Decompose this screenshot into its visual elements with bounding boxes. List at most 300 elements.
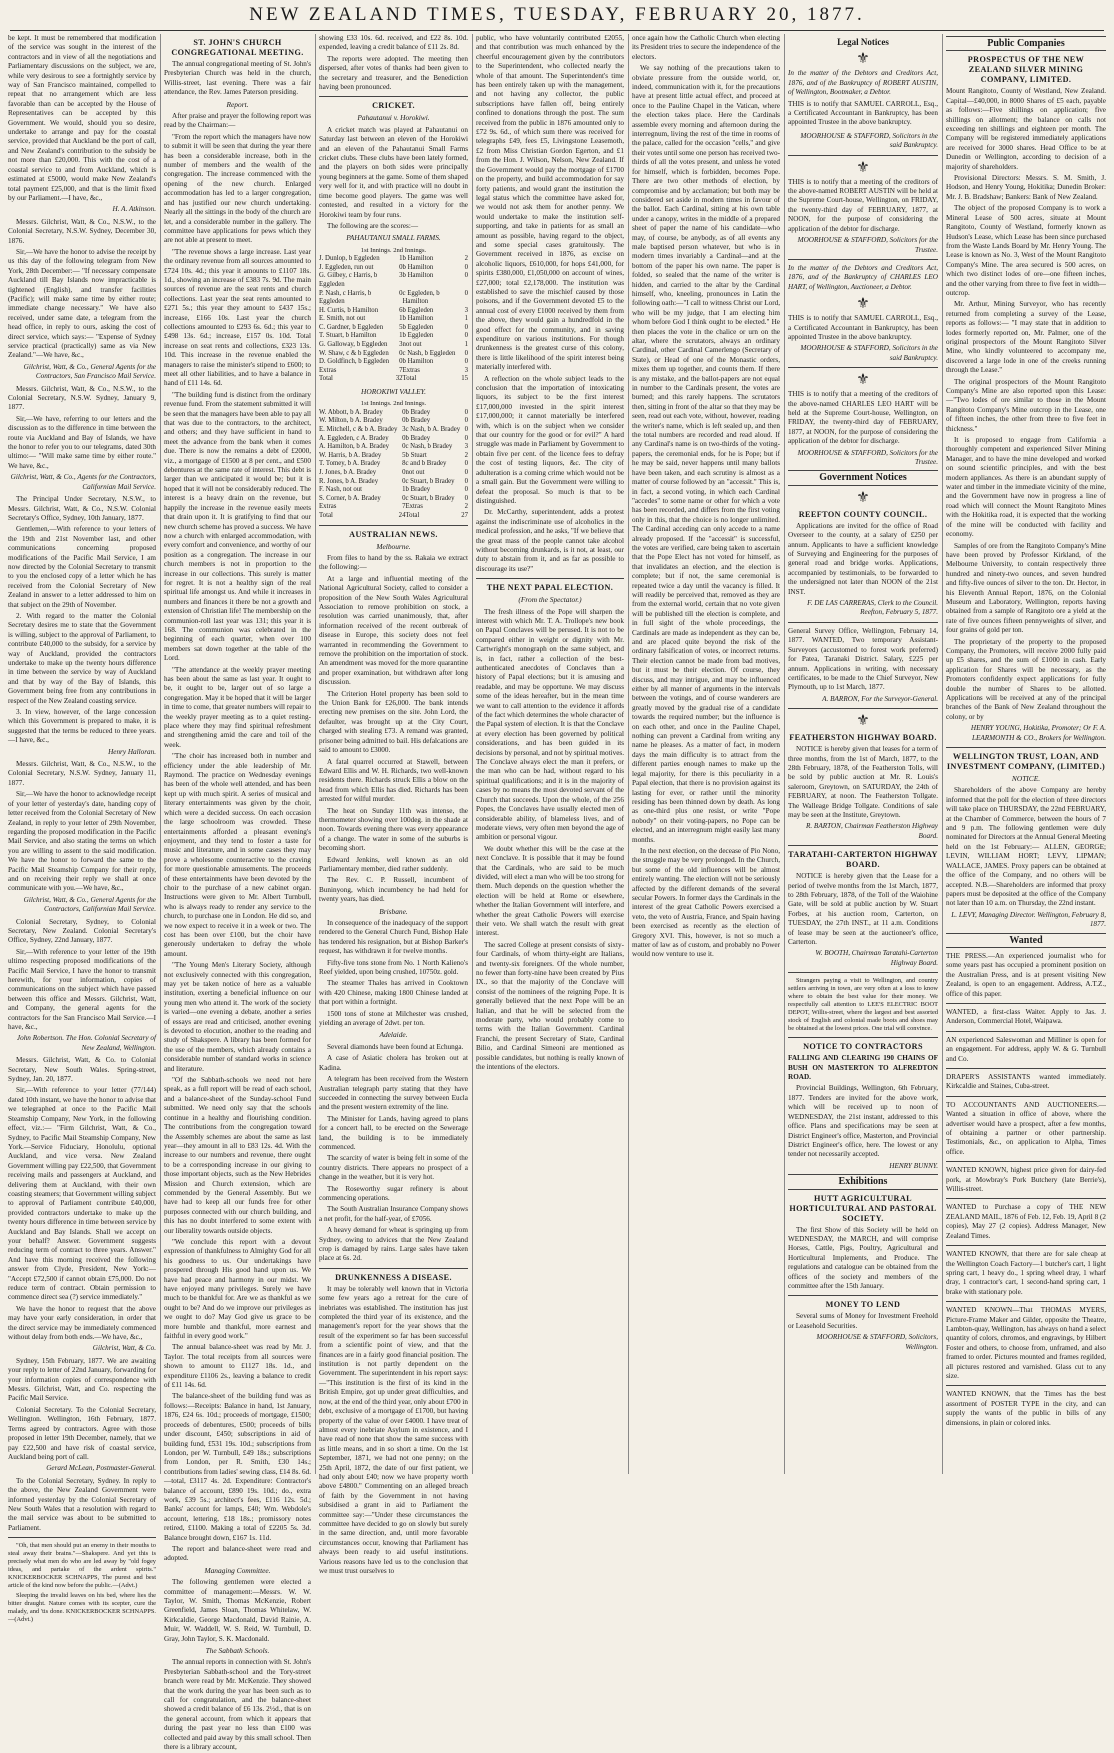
paragraph: The reports were adopted. The meeting then dispersed, after votes of thanks had been given to the secretary and treasurer, and the Benediction having been pronounced. <box>319 54 468 92</box>
article-headline: AUSTRALIAN NEWS. <box>349 529 438 539</box>
runs: 0 <box>402 469 406 476</box>
paragraph: The report and balance-sheet were read and adopted. <box>164 1544 311 1563</box>
notice-text: It is proposed to engage from California a thoroughly competent and experienced Silver Mining Manager, and to have the mine developed and worked on sound scientific principles, and with the best modern appliances. As there is an abundant supply of water and timber in the immediate vicinity of the mine, and the Government have now in progress a line of road which will connect the Mount Rangitoto Mines with the Hokitika road, it is expected that the working of the mine will be conducted with facility and economy. <box>946 436 1106 539</box>
scorecard-row <box>319 332 468 341</box>
paragraph: be kept. It must be remembered that modification of the service was sought in the interest of the contractors and in view of all the negotiations and Parliamentary discussions on the subject, we are, while very desirous to see a fortnightly service by way of San Francisco maintained, compelled to repeat that no arrangement which are less favorable than can be accepted by the House of Representatives can be accepted by this Government. We would, should you so desire, undertake to arrange and pay for the coastal service, provided that Auckland be the port of call, and New Zealand's contribution to the subsidy be not more than £20,000. This with the cost of a coastal service to and from Auckland, which is estimated at £5000, would make New Zealand's total payment £25,000, and that is the limit fixed by our Parliament.—I have, &c., <box>8 34 156 202</box>
notice-text: NOTICE is hereby given that leases for a term of three months, from the 1st of March, 1877, to the 28th February, 1878, of the Featherston Tolls, will be sold by public auction at Mr. R. Louis's saleroom, Greytown, on SATURDAY, the 24th of FEBRUARY, at noon. The Featherston Tollgate. The Walleage Bridge Tollgate. Conditions of sale may be seen at the Institute, Greytown. <box>788 745 938 819</box>
scorecard-row <box>319 452 468 461</box>
subheading: Brisbane. <box>379 906 408 916</box>
runs: 0 <box>402 477 406 485</box>
column-divider <box>942 34 943 1474</box>
signature: MOORHOUSE & STAFFORD, Solicitors in the said Bankruptcy. <box>800 344 938 362</box>
divider <box>319 1268 468 1269</box>
paragraph: Sir,—With reference to your letter (77/144) dated 10th instant, we have the honor to advise that we telegraphed at once to the Pacific Mail Steamship Company, New York, in the following effect, viz.:— "Firm Gilchrist, Watt, & Co., Sydney, to Pacific Mail Steamship Company, New York.—Service Fiduciary, Honolulu, optional Auckland, and vice versa. New Zealand Government willing pay £22,500, that Government receiving mails and passengers at Auckland, and delivering them at Auckland, with their own coasting steamers; that Government willing subject to approval of Parliament contribute £40,000, provided contractors undertake to make up the twenty hours difference in time between service by Auckland and Bay Islands. Shall we accept on your behalf? Answer. Government suggests reducing term of contract to three years. Answer." And have this morning received the following answer from Clyde, President, New York:— "Accept £72,500 if cannot obtain £75,000. Do not reduce term of contract. Obtain permission to commence direct sea (?) service immediately." <box>8 1086 156 1302</box>
runs: 1 <box>399 315 403 323</box>
classified-ad: WANTED KNOWN, highest price given for dairy-fed pork, at Mowbray's Pork Butchery (late Berrie's), Willis-street. <box>946 1166 1106 1194</box>
batsman-dismissal: J. Eggleden, run out <box>319 263 374 271</box>
notice-text: Provisional Directors: Messrs. S. M. Smith, J. Hodson, and Henry Young, Hokitika; Dunedin Broker: Mr. J. B. Bradshaw; Bankers: Bank of New Zealand. <box>946 174 1106 201</box>
runs: 0 <box>402 494 406 502</box>
batsman-dismissal: b Eggleden <box>402 306 434 314</box>
batsman-dismissal: Extras <box>319 503 337 511</box>
batsman-dismissal: b Hamilton <box>402 315 434 323</box>
batsman-dismissal: W. Shaw, c & b Eggleden <box>319 349 389 357</box>
subheading: NOTICE. <box>1011 774 1041 784</box>
subheading: Report. <box>226 99 249 109</box>
scorecard-row <box>319 409 468 418</box>
runs: 3 <box>464 306 468 314</box>
masthead-rule <box>10 30 1104 31</box>
paragraph: Colonial Secretary, Sydney, to Colonial Secretary, New Zealand. Colonial Secretary's Office, Sydney, 22nd January, 1877. <box>8 917 156 945</box>
runs: 0 <box>464 486 468 494</box>
paragraph: The balance-sheet of the building fund was as follows:—Receipts: Balance in hand, 1st January, 1876, £24 6s. 10d.; proceeds of mortgage, £1500; proceeds of debentures, £500; proceeds of bills under discount, £450; subscriptions in aid of building fund, £531 19s. 10d.; subscriptions from London, per W. Turnbull, £49 18s.; subscriptions from London, per R. Smith, £30 14s.; contributions from ladies' sewing class, £14 8s. 6d.—total, £3117 4s. 2d. Expenditure: Contractor's balance of account, £890 19s. 10d.; do., extra work, £39 5s.; architect's fees, £116 12s. 5d.; Banks' account for lamps, £40; Wm. Webdole's account, lettering, £18 18s.; promissory notes retired, £1100. Making a total of £2205 5s. 3d. Balance brought down, £167 1s. 11d. <box>164 1392 311 1542</box>
notice-text: Mr. Arthur, Mining Surveyor, who has recently returned from completing a survey of the Lease, reports as follows:— "I may state that in addition to lodes formerly reported on, Mr. Palmer, one of the original prospectors of the Mount Rangitoto Silver Mine, who kindly volunteered to accompany me, discovered a large lode in one of the creeks running through the Lease." <box>946 300 1106 375</box>
runs: 0 <box>399 349 403 357</box>
divider <box>946 747 1106 748</box>
scorecard-row <box>319 495 468 504</box>
divider <box>946 1385 1106 1386</box>
paragraph: "The building fund is distinct from the ordinary revenue fund. From the statement submitted it will be seen that the managers have been able to pay all that was due to the contractors, to the architect, and others; and they have sufficient in hand to meet the advance from the bank when it comes due. There is now the remains a debt of £2000, viz., a mortgage of £1500 at 8 per cent., and £500 debentures at the same rate of interest. This debt is larger than we anticipated it would be; but it is hoped that it will not be considerably reduced. The interest is a heavy drain on the revenue, but happily the increase in the revenue easily meets that drain upon it. It is gratifying to find that our new church scheme has proved a success. We have now a church with enlarged accommodation, with every comfort and convenience, and worthy of our position as a congregation. The increase in our church members is not in proportion to the increase in our collections. This surely is matter for regret. It is not a healthy sign of the real spiritual life amongst us. And while it increases in numbers and finances it there be not a growth and extension of Christian life! The membership on the communion-roll last year was 131; this year it is 168. The communion was celebrated in the beginning of each quarter, when over 100 members sat down together at the table of the Lord. <box>164 390 311 663</box>
signature: Gerard McLean, Postmaster-General. <box>46 1464 156 1473</box>
runs: 32 <box>395 375 403 383</box>
runs: 0 <box>464 358 468 366</box>
runs: 3 <box>464 443 468 451</box>
scorecard-row <box>319 478 468 487</box>
batsman-dismissal: b Hamilton <box>402 358 434 366</box>
batsman-dismissal: H. Curtis, b Hamilton <box>319 306 379 314</box>
divider <box>788 259 938 260</box>
divider <box>946 1198 1106 1199</box>
divider <box>946 1301 1106 1302</box>
section-heading: Legal Notices <box>837 37 889 47</box>
runs: 0 <box>464 272 468 280</box>
classified-ad: WANTED KNOWN, that the Times has the best assortment of POSTER TYPE in the city, and can supply the wants of the public in bills of any dimensions, in plain or colored inks. <box>946 1390 1106 1427</box>
paragraph: We doubt whether this will be the case at the next Conclave. It is possible that it may be found that the Cardinals, who are said to be much divided, will elect a man who will be too strong for them. Much depends on the question whether the election will be held at Rome or elsewhere, whether the Italian Government will interfere, and whether the great Catholic Powers will exercise their veto. We shall watch the result with great interest. <box>476 844 624 938</box>
paragraph: once again how the Catholic Church when electing its President tries to secure the independence of the electors. <box>632 34 780 61</box>
notice-text: NOTICE is hereby given that the Lease for a period of twelve months from the 1st March, 1877, to 28th February, 1878, of the Toll of the Waiohine Gate, will be sold at public auction by W. Stuart Forbes, at his auction room, Carterton, on TUESDAY, the 27th INST., at 11 a.m. Conditions of lease may be seen at the auctioneer's office, Carterton. <box>788 872 938 947</box>
runs: 0 <box>402 408 406 416</box>
runs: 0 <box>464 494 468 502</box>
paragraph: Edward Jenkins, well known as an old Parliamentary member, died rather suddenly. <box>319 855 468 873</box>
paragraph: Sir,—We have the honor to acknowledge receipt of your letter of yesterday's date, handing copy of letter received from the Colonial Secretary of New Zealand, in reply to your letter of 29th November, regarding the proposed modification in the Pacific Mail Service, and also stating the terms on which you are willing to assent to the said modification. We have the honor to forward the same to the Pacific Mail Steamship Company for their reply, and on receiving their reply we shall at once communicate with you.—We have, &c., <box>8 790 156 893</box>
scorecard-row <box>319 341 468 350</box>
runs: 5 <box>402 451 406 459</box>
paragraph: "We conclude this report with a devout expression of thankfulness to Almighty God for all his goodness to us. Our undertakings have prospered through His good hand upon us. We have had peace and harmony in our midst. We have enjoyed many privileges. Surely we have much to be thankful for. Are we as thankful as we ought to be? And do we improve our privileges as we ought to do? May God give us grace to be more humble and thankful, more earnest and faithful in every good work." <box>164 1237 311 1341</box>
paragraph: showing £33 10s. 6d. received, and £22 8s. 10d. expended, leaving a credit balance of £11 2s. 8d. <box>319 34 468 52</box>
batsman-dismissal: A. Eggleden, c A. Bradey <box>319 434 389 442</box>
runs: 0 <box>464 434 468 442</box>
divider <box>946 1245 1106 1246</box>
runs: 0 <box>464 469 468 476</box>
column-3 <box>319 34 468 1575</box>
notice-text: Applications are invited for the office of Road Overseer to the county, at a salary of £250 per annum. Applicants to have a sufficient knowledge of Surveying and Engineering for the purposes of general road and bridge works. Applications, accompanied by testimonials, to be forwarded to the undersigned not later than NOON of the 21st INST. <box>788 521 938 596</box>
notice-text: THIS is to notify that a meeting of the creditors of the above-named ROBERT AUSTIN will be held at the Supreme Court-house, Wellington, on FRIDAY, the twenty-third day of FEBRUARY, 1877, at NOON, for the purpose of considering the application of the debtor for discharge. <box>788 177 938 233</box>
paragraph: A fatal quarrel occurred at Stawell, between Edward Ellis and W. H. Richards, two well-known residents there. Richards struck Ellis a blow on the head from which Ellis has died. Richards has been arrested for wilful murder. <box>319 757 468 804</box>
batsman-dismissal: b Eggleden <box>402 323 434 331</box>
advertisement: "Oh, that men should put an enemy in their mouths to steal away their brains."—Shakspere. And yet this is precisely what men do who are led away by "old fogey ideas, and partake of the ardent spirits." KNICKERBOCKER SCHNAPPS, The purest and best article of the kind now before the public.—(Advt.) <box>8 1542 156 1590</box>
runs: 1 <box>464 341 468 349</box>
divider <box>946 1096 1106 1097</box>
masthead-title: NEW ZEALAND TIMES, TUESDAY, FEBRUARY 20, 1877. <box>249 4 865 25</box>
paragraph: "The revenue shows a large increase. Last year the ordinary revenue from all sources amounted to £724 10s. 4d.; this year it amounts to £1107 18s. 1d., showing an increase of £383 7s. 9d. The main sources of revenue are the seat rents and church collections. Last year the seat rents amounted to £271 5s.; this year they amount to £437 15s.; increase, £166 10s. Last year the church collections amounted to £293 6s. 6d.; this year to £498 13s. 6d.; increase, £157 0s. 10d. Total increase on seat rents and collections, £323 13s. 10d. This increase in the revenue enabled the managers to raise the minister's stipend to £600; to meet all other liabilities, and to have a balance in hand of £11 14s. 6d. <box>164 247 311 388</box>
scorecard-row <box>319 460 468 469</box>
batsman-dismissal: W. Harris, b A. Bradey <box>319 451 382 459</box>
scorecard-table <box>319 409 468 521</box>
scorecard-row <box>319 358 468 367</box>
paragraph: 1500 tons of stone at Milchester was crushed, yielding an average of 2dwt. per ton. <box>319 1009 468 1028</box>
divider <box>788 622 938 623</box>
notice-text: The original prospectors of the Mount Rangitoto Company's Mine are also reported upon this Lease:—"Two lodes of ore similar to those in the Mount Rangitoto Company's Mine outcrop in the Lease, one of fifteen inches, the other from three to five feet in thickness." <box>946 377 1106 433</box>
batsman-dismissal: b Bradey <box>405 417 431 425</box>
batsman-dismissal: R. Jones, b A. Bradey <box>319 477 379 485</box>
scorecard-row <box>319 264 468 273</box>
runs: 2 <box>464 451 468 459</box>
paragraph: A cricket match was played at Pahautanui on Saturday last between an eleven of the Horokiwi and an eleven of the Pahautanui Small Farms cricket clubs. These clubs have been lately formed, and the players on both sides were principally young beginners at the game. Some of them shaped very well for it, and with practice will no doubt in time become good players. The game was well contested, and resulted in a victory for the Horokiwi team by four runs. <box>319 125 468 219</box>
scorecard-row <box>319 324 468 333</box>
scorecard-row <box>319 255 468 264</box>
paragraph: We say nothing of the precautions taken to obviate pressure from the outside world, or, indeed, communication with it, for the precautions have at present little actual effect, and proceed at once to the Pauline Chapel in the Vatican, where the election takes place. Here the Cardinals assemble every morning and afternoon during the interregnum, living the rest of the time in rooms of the palace, called for the occasion "cells," and give their votes until some one person has received two-thirds of all the votes present, and unless he voted for himself, which is forbidden, becomes Pope. There are two other methods of election, by compromise and by acclamation; but both may be considered set aside in modern times in favour of the ballot. Each Cardinal, sitting at his own table under a canopy, writes in the middle of a prepared sheet of paper the name of his candidate—who may, of course, be anybody, as of all events any male baptised person whatever, but who is in modern times invariably a Cardinal—and at the bottom of the paper his own name. The paper is folded, so sealed that the name of the writer is hidden, and carried to the altar by the Cardinal himself, who, kneeling, pronounces in Latin the following oath:—"I call to witness Christ our Lord, who will be my judge, that I am electing him whom before God I think ought to be elected." He then places the vote in the chalice or urn on the altar, where the scrutators, always an ordinary Cardinal, other Cardinal Camerlengo (Secretary of State), or Head of one of the Monastic orders, mixes them up together, and counts them. If there is any mistake, and the ballot-papers are not equal in number to the Cardinals present, the votes are burned; and this rarely happens. The scrutators then, sitting in front of the altar so that they may be seen, read out each vote, without, however, reading the writer's name, which is left sealed up, and then the total numbers are recorded and read aloud. If any Cardinal's name is on two-thirds of the voting-papers, the ceremonial ends, for he is Pope; but if he may be said, never happens until many ballots have been taken, and each scrutiny is almost as a matter of course followed by an "accessit." This is, in fact, a second voting, in which each Cardinal "accedes" to some name or other for which a vote has been recorded, and differs from the first voting only in this, that the choice is no longer unlimited. The Cardinal acceding can only accede to a name already proposed. If the "accessit" is successful, the votes are verified, care being taken to ascertain that the Pope Elect has not voted for himself, as that invalidates an election, and the election is complete; but if not, the same ceremonial is repeated twice a day until the vacancy is filled. It will readily be perceived that, removed as they are from the external world, certain that no vote given will be published till the election is complete, and in full sight of the whole proceedings, the Cardinals are made as independent as they can be, and are placed quite beyond the risk of the ordinary falsification of votes, or incorrect returns. Their election cannot be made from bad motives, but it must be their election. Of course, they discuss, and may intrigue, and may be influenced either by all manner of arguments in the intervals between the votings, and of course wanderers are greatly moved by the gradual rise of a candidate towards the required number; but the influence is on each other, and once in the Pauline Chapel, nothing can prevent a Cardinal from writing any name he pleases. As a matter of fact, in modern days the main difficulty is to attract from the different parties enough names to make up the legal majority, for there is this peculiarity in a Papal election, that there is no provision against its lasting for ever, or rather until the minority residing has been thinned down by death. As long as one-third plus one resist, or write "Pope nobody" on their voting-papers, no Pope can be elected, and an interregnum might easily last many months. <box>632 64 780 844</box>
column-4 <box>476 34 624 1470</box>
signature: L. LEVY, Managing Director. Wellington, February 8, 1877. <box>951 910 1106 929</box>
signature: Gilchrist, Watt, & Co. <box>92 1344 156 1353</box>
paragraph: The following are the scores:— <box>327 221 419 230</box>
batsman-dismissal: T. Stuart, b Hamilton <box>319 332 377 340</box>
divider <box>319 525 468 526</box>
notice-text: Shareholders of the above Company are hereby informed that the poll for the election of three directors will take place on THURSDAY, the 22nd FEBRUARY, at the Chamber of Commerce, between the hours of 7 and 9 p.m. The following gentlemen were duly nominated for Directors at the Annual General Meeting held on the 1st February:— ALLEN, GEORGE; LEVIN, WILLIAM HORT; LEVY, LIPMAN; WALLACE, JAMES. Proxy papers can be obtained at the office of the Company, and no others will be accepted. N.B.—Shareholders are informed that proxy papers must be deposited at the office of the Company not later than 10 a.m. on Thursday, the 22nd instant. <box>946 786 1106 908</box>
paragraph: The Principal Under Secretary, N.S.W., to Messrs. Gilchrist, Watt, & Co., N.S.W. Colonial Secretary's Office, Sydney, 10th January, 1877. <box>8 495 156 522</box>
batsman-dismissal: b Bradey <box>405 408 431 416</box>
paragraph: Messrs. Gilchrist, Watt, & Co., N.S.W., to the Colonial Secretary, N.S.W. Sydney, January 9, 1877. <box>8 384 156 412</box>
signature: HENRY BUNNY. <box>889 1161 938 1170</box>
paragraph: We have the honor to request that the above may have your early consideration, in order that the direct service may be immediately commenced without delay from both ends.—We have, &c., <box>8 1304 156 1342</box>
batsman-dismissal: Total <box>319 511 333 519</box>
batsman-dismissal: W. Milton, b A. Bradey <box>319 417 383 425</box>
scorecard-row <box>319 443 468 452</box>
scorecard-row <box>319 350 468 359</box>
notice-text: THIS is to notify that a meeting of the creditors of the above-named CHARLES LEO HART will be held at the Supreme Court-house, Wellington, on FRIDAY, the twenty-third day of FEBRUARY, 1877, at NOON, for the purpose of considering the application of the debtor for discharge. <box>788 390 938 446</box>
notice-text: FALLING AND CLEARING 190 CHAINS OF BUSH ON MASTERTON TO ALFREDTON ROAD. <box>788 1054 938 1082</box>
runs: 2 <box>464 503 468 511</box>
runs: 0 <box>464 426 468 434</box>
scorecard-row <box>319 486 468 495</box>
batsman-dismissal: c Nash, b Eggleden <box>402 349 456 357</box>
paragraph: A telegram has been received from the Western Australian telegraph party stating that they have succeeded in connecting the survey between Eucla and the present western extremity of the line. <box>319 1075 468 1112</box>
signature: A. BARRON, For the Surveyor-General. <box>822 694 938 703</box>
subheading: Melbourne. <box>376 541 411 551</box>
notice-text: The object of the proposed Company is to work a Mineral Lease of 500 acres, situate at Mount Rangitoto, County of Westland, formerly known as Hudson's Lease, which Lease has been since purchased from the Waste Lands Board by Mr. Henry Young. The Lease is known as No. 3, West of the Mount Rangitoto Company's Mine. The area secured is 500 acres, on which two distinct lodes of ore—one fifteen inches, and the other varying from three to five feet in width—outcrop. <box>946 204 1106 297</box>
scorecard-row <box>319 469 468 478</box>
divider <box>476 578 624 579</box>
signature: Gilchrist, Watt, & Co., General Agents for the Contractors, San Francisco Mail Service. <box>23 362 156 381</box>
royal-coat-of-arms-icon: ⚜ <box>856 372 870 389</box>
runs: 0 <box>402 417 406 425</box>
royal-coat-of-arms-icon: ⚜ <box>856 713 870 730</box>
runs: 1 <box>464 315 468 323</box>
signature: R. BARTON, Chairman Featherston Highway Board. <box>805 822 938 840</box>
signature: Gilchrist, Watt, & Co., General Agents for the Contractors, Californian Mail Service. <box>23 895 156 914</box>
scorecard-row <box>319 307 468 316</box>
paragraph: Sir,—With reference to your letter of the 19th ultimo respecting proposed modifications of the Pacific Mail Service, I have the honor to transmit herewith, for your information, copies of communications on the subject which have passed between this office and Messrs. Gilchrist, Watt, and Company, the general agents for the contractors for the San Francisco Mail Service.—I have, &c., <box>8 947 156 1032</box>
divider <box>788 1295 938 1296</box>
column-2 <box>164 34 311 1752</box>
notice-headline: WELLINGTON TRUST, LOAN, AND INVESTMENT COMPANY, (LIMITED.) <box>946 752 1106 772</box>
classified-ad: THE PRESS.—An experienced journalist who for some years past has occupied a prominent position on the Australian Press, and is at present visiting New Zealand, is open to an engagement. Address, A.T.Z., office of this paper. <box>946 951 1106 998</box>
royal-coat-of-arms-icon: ⚜ <box>856 489 870 506</box>
runs: 1 <box>399 255 403 263</box>
scorecard-row <box>319 503 468 512</box>
scorecard-table <box>319 255 468 384</box>
divider <box>788 155 938 156</box>
subheading: Pahautanui v. Horokiwi. <box>357 113 430 123</box>
signature: MOORHOUSE & STAFFORD, Solicitors for the Trustee. <box>797 236 938 254</box>
paragraph: public, who have voluntarily contributed £2055, and that contribution was much enhanced by the cheerful encouragement given by the contributors to the Superintendent, who collected nearly the whole of that amount. The Superintendent's time has been entirely taken up with the management, and not having any collector, the public subscriptions have fallen off, being entirely confined to donations through the post. The sum received from the public in 1876 amounted only to £72 9s. 6d., of which sum there was received for telegraphs £49, fees £5, Livingstone Leasemoth, £2 from Miss Christian Gordon Egerton, and £1 from the Hon. J. Wilson, Nelson, New Zealand. If the Government would pay the mortgage of £1700 on the property, and build accommodation for say forty patients, and would grant the institution the legal status which the committee have asked for, we would not ask them for another penny. We would undertake to make the institution self-supporting, and take in patients for as small an amount as possible, having regard to the object, and some special cases gratuitously. The Government received in 1876, as excise on alcoholic liquors, £610,000, for hops £41,000, for spirits £380,000, £1,050,000 on account of wines, £27,000; total £2,178,000. The institution was established to save the mischief caused by those poisons, and if the Government devoted £5 to the annual cost of every £1000 received by them from the above, they would gain a hundredfold in the good effect for the community, and in saving expenditure on various institutions. For though drunkenness is the greatest curse of this colony, there is little likelihood of the spirit interest being materially interfered with. <box>476 34 624 372</box>
paragraph: The following gentlemen were elected a committee of management:—Messrs. W. W. Taylor, W. Smith, Thomas McKenzie, Robert Greenfield, James Sloan, Thomas Whitelaw, W. Kirkcaldie, George Macdonald, David Rainie, A. Muir, W. Waddell, W. S. Reid, W. Turnbull, D. Gray, John Taylor, S. K. Macdonald. <box>164 1578 311 1643</box>
batsman-dismissal: G. Galloway, b Eggleden <box>319 341 388 349</box>
batsman-dismissal: E. Smith, not out <box>319 315 366 323</box>
section-heading: Public Companies <box>946 36 1106 51</box>
signature: John Robertson. The Hon. Colonial Secretary of New Zealand, Wellington. <box>16 1034 156 1052</box>
notice-text: General Survey Office, Wellington, February 14, 1877. WANTED, Two temporary Assistant-Surveyors (accustomed to forest work preferred) for Patea, Taranaki District. Salary, £225 per annum. Applications in writing, with necessary certificates, to be made to the Chief Surveyor, New Plymouth, up to 1st March, 1877. <box>788 626 938 692</box>
paragraph: Messrs. Gilchrist, Watt, & Co., N.S.W., to the Colonial Secretary, N.S.W. Sydney, January 11, 1877. <box>8 760 156 787</box>
batsman-dismissal: J. Jones, b A. Bradey <box>319 469 377 476</box>
signature: MOORHOUSE & STAFFORD, Solicitors in the said Bankruptcy. <box>800 131 938 150</box>
batsman-dismissal: b Stuart <box>405 451 427 459</box>
batsman-dismissal: T. Tomey, b A. Bradey <box>319 460 381 468</box>
classified-ad: WANTED KNOWN—That THOMAS MYERS, Picture-Frame Maker and Gilder, opposite the Theatre, Lambton-quay, Wellington, has always on hand a select quantity of colors, chromos, and engravings, by Hilbert Foster and others, to choose from, unframed, and also framed to order. Pictures mounted and frames regilded, all pictures restored and varnished. Glass cut to any size. <box>946 1306 1106 1380</box>
paragraph: Fifty-five tons stone from No. 1 North Kalieno's Reef yielded, upon being crushed, 10750z. gold. <box>319 958 468 977</box>
runs: 3 <box>399 272 403 280</box>
runs: 5 <box>399 323 403 331</box>
batsman-dismissal: c Nash, b A. Bradey <box>405 426 461 434</box>
batsman-dismissal: c and b Bradey <box>405 460 447 468</box>
scorecard-subheading: 1st Innings. 2nd Innings. <box>360 400 427 408</box>
runs: 1 <box>402 486 406 494</box>
batsman-dismissal: not out <box>402 341 422 349</box>
runs: 0 <box>464 460 468 468</box>
paragraph: In consequence of the inadequacy of the support rendered to the General Church Fund, Bishop Hale has tendered his resignation, but at Bishop Barker's request, has withdrawn it for twelve months. <box>319 919 468 956</box>
batsman-dismissal: G. Gilbey, c Harris, b Eggleden <box>319 272 378 288</box>
article-headline: ST. JOHN'S CHURCH CONGREGATIONAL MEETING. <box>171 38 304 57</box>
notice-text: THIS is to notify that SAMUEL CARROLL, Esq., a Certificated Accountant in Bankruptcy, has been appointed Trustee in the above bankruptcy. <box>788 314 938 341</box>
batsman-dismissal: Extras <box>405 503 423 511</box>
batsman-dismissal: c Stuart, b Bradey <box>405 477 455 485</box>
paragraph: In the next election, on the decease of Pio Nono, the struggle may be very prolonged. In the Church, but some of the old influences will be almost entirely wanting. The election will not be seriously affected by the different demands of the several secular Powers. In former days the Cardinals in the interest of the great Catholic Powers exercised a veto, the veto of Austria, France, and Spain having been exercised as recently as the election of Gregory XVI. This, however, is not so much a matter of law as of custom, and probably no Power would now venture to use it. <box>632 846 780 959</box>
paragraph: A heavy demand for wheat is springing up from Sydney, owing to advices that the New Zealand crop is damaged by rains. Large sales have taken place at 6s. 2d. <box>319 1226 468 1263</box>
paragraph: The sacred College at present consists of sixty-four Cardinals, of whom thirty-eight are Italians, and twenty-six foreigners. Of the whole number, no fewer than forty-nine have been created by Pius IX., so that the majority of the Conclave will consist of the nominees of the reigning Pope. It is generally believed that the next Pope will be an Italian, and that he will be selected from the moderate party, who would probably come to terms with the Italian Government. Cardinal Franchi, the present Secretary of State, Cardinal Bilio, and Cardinal Simeoni are mentioned as possible candidates, but nothing is really known of the intentions of the electors. <box>476 940 624 1072</box>
divider <box>946 1068 1106 1069</box>
classified-ad: TO ACCOUNTANTS AND AUCTIONEERS.—Wanted a situation in office of above, where the advertiser would have a prospect, after a few months, of obtaining a partner or other partnership. Testimonials, &c., on application to Alpha, Times office. <box>946 1100 1106 1156</box>
notice-headline: TARATAHI-CARTERTON HIGHWAY BOARD. <box>788 850 938 870</box>
batsman-dismissal: Extras <box>319 366 337 374</box>
batsman-dismissal: Extras <box>402 366 420 374</box>
column-divider <box>784 34 785 1474</box>
notice-headline: FEATHERSTON HIGHWAY BOARD. <box>789 733 937 743</box>
batsman-dismissal: E. Mitchell, c & b A. Bradey <box>319 426 398 434</box>
paragraph: Sir,—We have, referring to our letters and the discussion as to the difference in time between the route via Auckland and Bay of Islands, we have the honor to refer you to our telegrams, dated 30th ultimo:— "Will make same time by either route." We have, &c., <box>8 414 156 470</box>
column-divider <box>628 34 629 1474</box>
article-headline: DRUNKENNESS A DISEASE. <box>335 1272 452 1282</box>
scorecard-row <box>319 315 468 324</box>
batsman-dismissal: b Hamilton <box>402 255 434 263</box>
classified-ad: DRAPER'S ASSISTANTS wanted immediately. Kirkcaldie and Staines, Cuba-street. <box>946 1073 1106 1091</box>
signature: MOORHOUSE & STAFFORD, Solicitors, Wellington. <box>816 1333 938 1351</box>
column-divider <box>160 34 161 1474</box>
runs: 27 <box>461 511 468 519</box>
divider <box>946 1161 1106 1162</box>
batsman-dismissal: c Stuart, b Bradey <box>405 494 455 502</box>
runs: 3 <box>399 341 403 349</box>
scorecard-row <box>319 435 468 444</box>
divider <box>319 96 468 97</box>
runs: 0 <box>464 263 468 271</box>
divider <box>946 1031 1106 1032</box>
divider <box>788 708 938 709</box>
section-heading: Government Notices <box>788 470 938 485</box>
scorecard-row <box>319 375 468 384</box>
notice-text: Mount Rangitoto, County of Westland, New Zealand. Capital—£40,000, in 8000 Shares of £5 each, payable as follows:—Five shillings on application; five shillings on allotment; the balance on calls not exceeding ten shillings and eighteen per month. The Company will be registered immediately applications are received for 3000 shares. Head Office to be at Dunedin or Wellington, according to decision of a majority of shareholders. <box>946 87 1106 171</box>
paragraph: The annual balance-sheet was read by Mr. J. Taylor. The total receipts from all sources were shown to amount to £1127 18s. 1d., and expenditure £1106 2s., leaving a balance to credit of £11 14s. 6d. <box>164 1343 311 1390</box>
column-5 <box>632 34 780 1470</box>
article-headline: THE NEXT PAPAL ELECTION. <box>486 583 614 593</box>
paragraph: A reflection on the whole subject leads to the conclusion that the importation of intoxicating liquors, its subject to be the first interest £17,000,000 invested in the spirit interest £17,000,000; it cannot materially be interfered with, which is on the subject when we consider that our country for the good or for evil?" A hard struggle was made in Parliament by Government to obtain five per cent. of the licence fees to defray the cost of testing liquors, &c. The city of adulteration is a coming crime which would not be a small gain. But the Government were willing to defeat the proposal. So much is that to be distinguished. <box>476 374 624 505</box>
runs: 7 <box>402 503 406 511</box>
notice-headline: HUTT AGRICULTURAL HORTICULTURAL AND PASTORAL SOCIETY. <box>789 1193 937 1223</box>
batsman-dismissal: S. Corner, b A. Bradey <box>319 494 381 502</box>
subheading: Adelaide. <box>379 1030 408 1040</box>
paragraph: "The attendance at the weekly prayer meeting has been about the same as last year. It ought to be, it ought to be, larger out of so large a congregation. May it be hoped that it will be larger in time to come, that greater numbers will repair to the weekly prayer meeting as to a quiet resting-place where they may find spiritual refreshment and strengthening amid the care and toil of the week. <box>164 665 311 749</box>
runs: 24 <box>398 511 406 519</box>
scorecard-row <box>319 367 468 376</box>
article-headline: CRICKET. <box>372 101 415 111</box>
runs: 0 <box>399 358 403 366</box>
notice-text: Several sums of Money for Investment Freehold or Leasehold Securities. <box>788 1312 938 1330</box>
royal-coat-of-arms-icon: ⚜ <box>856 296 870 313</box>
subheading: Managing Committee. <box>204 1565 271 1575</box>
paragraph: Several diamonds have been found at Echunga. <box>327 1042 464 1051</box>
classified-ad: WANTED to Purchase a copy of THE NEW ZEALAND MAIL, 1876 of Feb. 12, Feb. 19, April 8 (2 copies), May 27 (2 copies). Address Manager, New Zealand Times. <box>946 1203 1106 1240</box>
paragraph: The Roseworthy sugar refinery is about commencing operations. <box>319 1184 468 1202</box>
batsman-dismissal: A. Hamilton, b A. Bradey <box>319 443 390 451</box>
scorecard-heading: HOROKIWI VALLEY. <box>361 387 426 397</box>
batsman-dismissal: Total <box>405 511 420 519</box>
signature: H. A. Atkinson. <box>112 205 156 214</box>
paragraph: To the Colonial Secretary, Sydney. In reply to the above, the New Zealand Government were informed yesterday by the Colonial Secretary of New South Wales that a resolution with regard to the mail service was about to be submitted to Parliament. <box>8 1476 156 1532</box>
divider <box>788 845 938 846</box>
classified-ad: WANTED, a first-class Waiter. Apply to Jas. J. Anderson, Commercial Hotel, Waipawa. <box>946 1007 1106 1026</box>
notice-text: In the matter of the Debtors and Creditors Act, 1876, and of the Bankruptcy of CHARLES LEO HART, of Wellington, Auctioneer, a Debtor. <box>788 263 938 291</box>
batsman-dismissal: D. Goldfinch, b Eggleden <box>319 358 390 366</box>
batsman-dismissal: Total <box>402 375 417 383</box>
scorecard-subheading: 1st Innings. 2nd Innings. <box>360 246 427 254</box>
batsman-dismissal: F. Nash, not out <box>319 486 363 494</box>
signature: MOORHOUSE & STAFFORD, Solicitors for the Trustee. <box>797 448 938 466</box>
notice-text: The first Show of this Society will be held on WEDNESDAY, the MARCH, and will comprise Horses, Cattle, Pigs, Poultry, Agricultural and Horticultural Implements, and Produce. The regulations and catalogue can be obtained from the offices of the society and members of the committee after the 15th January. <box>788 1225 938 1290</box>
runs: 0 <box>399 263 403 271</box>
paragraph: The steamer Thales has arrived in Cooktown with 420 Chinese, making 1800 Chinese landed at that port within a fortnight. <box>319 979 468 1007</box>
paragraph: "The Young Men's Literary Society, although not exclusively connected with this congregation, may yet be taken notice of here as a valuable institution, exerting a beneficial influence on our young men who attend it. The work of the society is varied—one evening a debate, another a series of essays are read and criticised, another evening is devoted to elocution, another to the reading and study of Shakspere. A library has been formed for the use of the members, which already contains a considerable number of standard works in science and literature. <box>164 961 311 1073</box>
column-7 <box>946 34 1106 1470</box>
paragraph: The Rev. C. P. Russell, incumbent of Buninyong, which incumbency he had held for twenty years, has died. <box>319 876 468 904</box>
paragraph: Messrs. Gilchrist, Watt, & Co. to Colonial Secretary, New South Wales. Spring-street, Sydney, Jan. 20, 1877. <box>8 1056 156 1084</box>
batsman-dismissal: C. Gardner, b Eggleden <box>319 323 384 331</box>
paragraph: It may be tolerably well known that in Victoria some few years ago a retreat for the cure of inebriates was established. The institution has just completed the third year of its existence, and the management's report for the year shows that the result of the experiment so far has been successful from a scientific point of view, and that the finances are in a fairly good financial position. The institution is not partly dependent on the Government. The superintendent in his report says:—"This institution is the first of its kind in the British Empire, got up under great difficulties, and now, at the end of the third year, only about £700 in debt, exclusive of a mortgage of £1700, but having property of the value of over £4000. I have treat of almost every inebriate Asylum in existence, and I have read of none that show the same success with as little means, and in so short a time. On the 1st September, 1871, we had not one penny; on the 25th April, 1872, the date of our first patient, we had only about £40; now we have property worth above £4800." Commenting on an alleged breach of faith by the Government in not having subsidised a grant in aid to Parliament the committee say:—"Under these circumstances the committee have decided to go on slowly but surely in the same direction, and, until more favorable circumstances occur, knowing that Parliament has always been ready to aid useful institutions. Various reasons have led us to the conclusion that we must trust ourselves to <box>319 1284 468 1575</box>
paragraph: 3. In view, however, of the large concession which this Government is prepared to make, it is suggested that the terms be reduced to three years.—I have, &c., <box>8 708 156 745</box>
advertisement: Sleeping the invalid leaves on his bed, where lies the bitter draught. Nature comes with its scepter, cure the malady, and 'tis done. KNICKERBOCKER SCHNAPPS.—(Advt.) <box>8 1592 156 1624</box>
notice-headline: REEFTON COUNTY COUNCIL. <box>798 509 928 519</box>
batsman-dismissal: c Nash, b Bradey <box>405 443 453 451</box>
batsman-dismissal: W. Abbott, b A. Bradey <box>319 408 383 416</box>
signature: F. DE LAS CARRERAS, Clerk to the Council. Reefton, February 5, 1877. <box>807 599 938 617</box>
runs: 8 <box>402 460 406 468</box>
royal-coat-of-arms-icon: ⚜ <box>856 159 870 176</box>
scorecard-row <box>319 512 468 521</box>
runs: 2 <box>464 255 468 263</box>
runs: 0 <box>464 349 468 357</box>
runs: 0 <box>464 289 468 297</box>
paragraph: Dr. McCarthy, superintendent, adds a protest against the indiscriminate use of alcoholics in the medical profession, and he asks, "If we believe that the great mass of the people cannot take alcohol without becoming drunkards, is it not, at least, our duty to abstain from it, and as far as possible to discourage its use?" <box>476 508 624 573</box>
legal-notice <box>788 100 938 128</box>
scorecard-row <box>319 426 468 435</box>
signature: W. BOOTH, Chairman Taratahi-Carterton Highway Board. <box>815 949 938 967</box>
paragraph: The fresh illness of the Pope will sharpen the interest with which Mr. T. A. Trollope's new book on Papal Conclaves will be perused. It is not to be compared either in weight or dignity with Mr. Cartwright's monograph on the same subject, and is, in fact, rather a collection of the best-authenticated anecdotes of Conclaves than a history of Papal elections; but it is amusing and readable, and may be opportune. We may discuss some of the ideas hereafter, but in the mean time we want to call attention to the evidence it affords of the fact which determines the whole character of the Papal system of election. It is that the Conclave at every election has been governed by political considerations, and has been guided in its decisions by personal, and not by spiritual motives. The Conclave always elect the man it prefers, or the man who can be had, without regard to his spiritual qualifications; and it is in the majority of cases by no means the most devoted servant of the Church that succeeds. Upon the whole, of the 256 Popes, the Conclaves have usually elected men of considerable ability, of blameless lives, and of moderate views, very often men beyond the age of ambition or personal vigour. <box>476 607 624 842</box>
advertisement: Strangers paying a visit to Wellington, and country settlers arriving in town, are very often at a loss to know where to obtain the best value for their money. We respectfully call attention to LEE'S ELECTRIC BOOT DEPOT, Willis-street, where the largest and best assorted stock of English and colonial made boots and shoes may be obtained at the lowest prices. One trial will convince. <box>788 977 938 1033</box>
scorecard-row <box>319 272 468 289</box>
royal-coat-of-arms-icon: ⚜ <box>856 51 870 68</box>
paragraph: Gentlemen,—With reference to your letters of the 19th and 21st November last, and other communications concerning proposed modifications of the Pacific Mail Service, I am now directed by the Colonial Secretary to transmit to you the enclosed copy of a letter which he has received from the Colonial Secretary of New Zealand in answer to a letter addressed to him on that subject on the 29th of November. <box>8 525 156 609</box>
runs: 0 <box>399 289 403 297</box>
batsman-dismissal: P. Nash, c Harris, b Eggleden <box>319 289 372 306</box>
runs: 0 <box>464 477 468 485</box>
batsman-dismissal: b Bradey <box>405 434 431 442</box>
batsman-dismissal: b Hamilton <box>402 263 434 271</box>
column-1 <box>8 34 156 1624</box>
paragraph: Sir,—We have the honor to advise the receipt by us this day of the following telegram from New York, 28th December:— "If necessary compensate Auckland till Bay Islands now impracticable is tightened (English), and transfer facilities (Pacific); will make same time by either route; immediate change necessary." We have also received, under same date, a telegram from the head office, in reply to ours, asking the cost of direct service, which says:— "Expense of Sydney service practical (practically) same as via New Zealand."—We have, &c., <box>8 247 156 360</box>
divider <box>788 972 938 973</box>
paragraph: The scarcity of water is being felt in some of the country districts. There appears no prospect of a change in the weather, but it is very hot. <box>319 1154 468 1182</box>
runs: 0 <box>402 434 406 442</box>
paragraph: The heat on Sunday 11th was intense, the thermometer showing over 100deg. in the shade at noon. Towards evening there was every appearance of a change. The water in some of the suburbs is becoming short. <box>319 806 468 853</box>
column-divider <box>472 34 473 1474</box>
paragraph: "Of the Sabbath-schools we need not here speak, as a full report will be read of each school, and a balance-sheet of the Sunday-school Fund submitted. We need only say that the schools continue in a healthy and flourishing condition. The contributions from the congregation toward the Assembly schemes are about the same as last year—they amount in all to £83 12s. 4d. With the increase to our numbers and revenue, there ought to be a corresponding increase in our giving to those important objects, such as the New Hebrides Mission and Church extension, which are commended by the General Assembly. But we have had to keep all our funds free for other purposes connected with our church building, and this has no doubt interfered to some extent with our liberality towards outside objects. <box>164 1076 311 1235</box>
notice-text: Samples of ore from the Rangitoto Company's Mine have been proved by Professor Kirkland, of the Melbourne University, to contain respectively three hundred and ninety-two ounces, and seven hundred and fifty-five ounces of silver to the ton. Dr. Hector, in his Eleventh Annual Report, 1876, on the Colonial Museum and Laboratory, Wellington, reports having obtained from a sample of Rangitoto ore a yield at the rate of five ounces fifteen pennyweights of silver, and four grains of gold per ton. <box>946 541 1106 635</box>
paragraph: At a large and influential meeting of the National Agricultural Society, called to consider a proposition of the New South Wales Agricultural Association to remove prohibition on stock, a resolution was carried unanimously, that, after information received of the recent outbreak of disease in Europe, this society does not feel warranted in recommending the Government to remove the prohibition on the importation of stock. An amendment was moved for the more quarantine and proper examination, but withdrawn after long discussion. <box>319 574 468 687</box>
runs: 3 <box>464 366 468 374</box>
notice-headline: MONEY TO LEND <box>825 1300 901 1310</box>
paragraph: After praise and prayer the following report was read by the Chairman:— <box>164 112 311 130</box>
runs: 7 <box>399 366 403 374</box>
classified-ad: AN experienced Saleswoman and Milliner is open for an engagement. For address, apply W. & G. Turnbull and Co. <box>946 1035 1106 1063</box>
paragraph: 2. With regard to the matter the Colonial Secretary desires me to state that the Government is willing, subject to the approval of Parliament, to contribute £40,000 to the subsidy, for a service by way of Auckland, provided the contractors undertake to make up the twenty hours difference in time between the service by way of Auckland and that by way of the Bay of Islands, this Government being free from any contributions in respect of the New Zealand coasting service. <box>8 611 156 705</box>
batsman-dismissal: J. Dunlop, b Eggleden <box>319 255 380 263</box>
section-heading: Wanted <box>946 933 1106 948</box>
paragraph: "From the report which the managers have now to submit it will be seen that during the year there has been a considerable increase, both in the number of members and the wealth of the congregation. The increase commenced with the opening of the new church. Enlarged accommodation has led to a larger congregation, and has justified our new church undertaking. Nearly all the sittings in the body of the church are let, and a considerable number in the gallery. The committee have applications for pews which they are not able at present to meet. <box>164 132 311 245</box>
runs: 3 <box>402 426 406 434</box>
paragraph: The annual congregational meeting of St. John's Presbyterian Church was held in the church, Willis-street, last evening. There was a fair attendance, the Rev. James Paterson presiding. <box>164 60 311 97</box>
signature: Gilchrist, Watt, & Co., Agents for the Contractors, Californian Mail Service. <box>10 473 156 491</box>
notice-text: Provincial Buildings, Wellington, 6th February, 1877. Tenders are invited for the above work, which will be received up to noon of WEDNESDAY, the 21st instant, addressed to this office. Plans and specifications may be seen at District Engineer's office, Masterton, and Provincial District Engineer's office, here. The lowest or any tender not necessarily accepted. <box>788 1084 938 1159</box>
paragraph: The South Australian Insurance Company shows a net profit, for the half-year, of £7056. <box>319 1205 468 1223</box>
notice-headline: PROSPECTUS OF THE NEW ZEALAND SILVER MINING COMPANY, LIMITED. <box>967 55 1085 85</box>
divider <box>788 367 938 368</box>
notice-text: The proprietary of the property to the proposed Company, the Promoters, will receive 2000 fully paid up £5 shares, and the sum of £1000 in cash. Early application for Shares will be necessary, as the Promoters confidently expect applications for fully double the number of Shares to be allotted. Applications will be received at any of the principal branches of the Bank of New Zealand throughout the colony, or by <box>946 637 1106 721</box>
batsman-dismissal: not out <box>405 469 425 476</box>
divider <box>946 1003 1106 1004</box>
runs: 0 <box>464 417 468 425</box>
runs: 1 <box>399 332 403 340</box>
notice-text: THIS is to notify that SAMUEL CARROLL, Esq., a Certificated Accountant in Bankruptcy, has been appointed Trustee in the above bankruptcy. <box>788 99 938 127</box>
runs: 6 <box>399 306 403 314</box>
column-divider <box>315 34 316 1474</box>
runs: 0 <box>464 332 468 340</box>
